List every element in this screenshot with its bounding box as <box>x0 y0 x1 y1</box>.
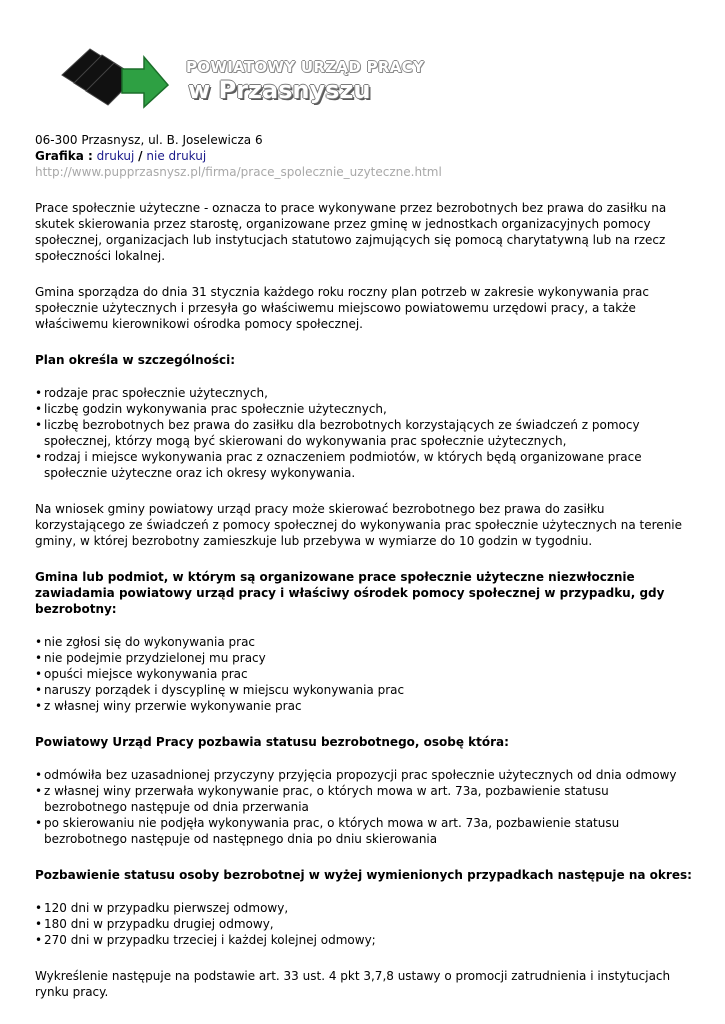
list-item: • po skierowaniu nie podjęła wykonywania prac, o których mowa w art. 73a, pozbawienie statusu bezrobotnego następuje od następnego dnia po dniu skierowania <box>44 815 695 847</box>
heading-deprive: Powiatowy Urząd Pracy pozbawia statusu bezrobotnego, osobę która: <box>35 735 509 749</box>
list-item: • z własnej winy przerwała wykonywanie prac, o których mowa w art. 73a, pozbawienie statusu bezrobotnego następuje od dnia przerwania <box>44 783 695 815</box>
list-notify <box>35 634 695 714</box>
paragraph-referral: Na wniosek gminy powiatowy urząd pracy może skierować bezrobotnego bez prawa do zasiłku korzystającego ze świadczeń z pomocy społecznej do wykonywania prac społecznie użytecznych na terenie gminy, w której bezrobotny zamieszkuje lub przebywa w wymiarze do 10 godzin w tygodniu. <box>35 502 683 548</box>
list-item: • nie podejmie przydzielonej mu pracy <box>44 650 695 666</box>
print-options <box>35 148 695 164</box>
print-link[interactable]: drukuj <box>96 149 135 163</box>
list-item: • liczbę bezrobotnych bez prawa do zasiłku dla bezrobotnych korzystających ze świadczeń z pomocy społecznej, którzy mogą być skierowani do wykonywania prac społecznie użytecznych, <box>44 417 695 449</box>
list-item: • naruszy porządek i dyscyplinę w miejscu wykonywania prac <box>44 682 695 698</box>
list-item: • 270 dni w przypadku trzeciej i każdej kolejnej odmowy; <box>44 932 695 948</box>
folders-arrow-icon <box>60 45 180 113</box>
list-item: • opuści miejsce wykonywania prac <box>44 666 695 682</box>
list-item: • 180 dni w przypadku drugiej odmowy, <box>44 916 695 932</box>
list-item: • nie zgłosi się do wykonywania prac <box>44 634 695 650</box>
logo-line2: w Przasnyszu <box>188 76 371 104</box>
paragraph-definition: Prace społecznie użyteczne - oznacza to prace wykonywane przez bezrobotnych bez prawa do zasiłku na skutek skierowania przez starostę, organizowane przez gminę w jednostkach organizacyjnych pomocy społecznej, organizacjach lub instytucjach statutowo zajmujących się pomocą charytatywną lub na rzecz społeczności lokalnej. <box>35 201 667 263</box>
article <box>35 132 695 1000</box>
logo-text <box>186 58 424 104</box>
list-item: • 120 dni w przypadku pierwszej odmowy, <box>44 900 695 916</box>
print-options-label: Grafika : <box>35 149 93 163</box>
list-period <box>35 900 695 948</box>
no-print-link[interactable]: nie drukuj <box>146 149 207 163</box>
page-url: http://www.pupprzasnysz.pl/firma/prace_spolecznie_uzyteczne.html <box>35 165 442 179</box>
list-deprive <box>35 767 695 847</box>
list-item: • z własnej winy przerwie wykonywanie prac <box>44 698 695 714</box>
heading-notify: Gmina lub podmiot, w którym są organizowane prace społecznie użyteczne niezwłocznie zawiadamia powiatowy urząd pracy i właściwy ośrodek pomocy społecznej w przypadku, gdy bezrobotny: <box>35 570 665 616</box>
list-item: • odmówiła bez uzasadnionej przyczyny przyjęcia propozycji prac społecznie użytecznych od dnia odmowy <box>44 767 695 783</box>
logo-line1: POWIATOWY URZĄD PRACY <box>186 58 425 76</box>
list-item: • liczbę godzin wykonywania prac społecznie użytecznych, <box>44 401 695 417</box>
heading-period: Pozbawienie statusu osoby bezrobotnej w wyżej wymienionych przypadkach następuje na okres: <box>35 868 692 882</box>
paragraph-plan: Gmina sporządza do dnia 31 stycznia każdego roku roczny plan potrzeb w zakresie wykonywania prac społecznie użytecznych i przesyła go właściwemu miejscowo powiatowemu urzędowi pracy, a także właściwemu kierownikowi ośrodka pomocy społecznej. <box>35 285 649 331</box>
paragraph-legal-basis: Wykreślenie następuje na podstawie art. 33 ust. 4 pkt 3,7,8 ustawy o promocji zatrudnienia i instytucjach rynku pracy. <box>35 969 671 999</box>
list-item: • rodzaje prac społecznie użytecznych, <box>44 385 695 401</box>
logo[interactable] <box>60 45 425 115</box>
list-item: • rodzaj i miejsce wykonywania prac z oznaczeniem podmiotów, w których będą organizowane prace społecznie użyteczne oraz ich okresy wykonywania. <box>44 449 695 481</box>
address: 06-300 Przasnysz, ul. B. Joselewicza 6 <box>35 133 263 147</box>
print-options-separator: / <box>138 149 143 163</box>
heading-plan: Plan określa w szczególności: <box>35 353 236 367</box>
list-plan <box>35 385 695 481</box>
